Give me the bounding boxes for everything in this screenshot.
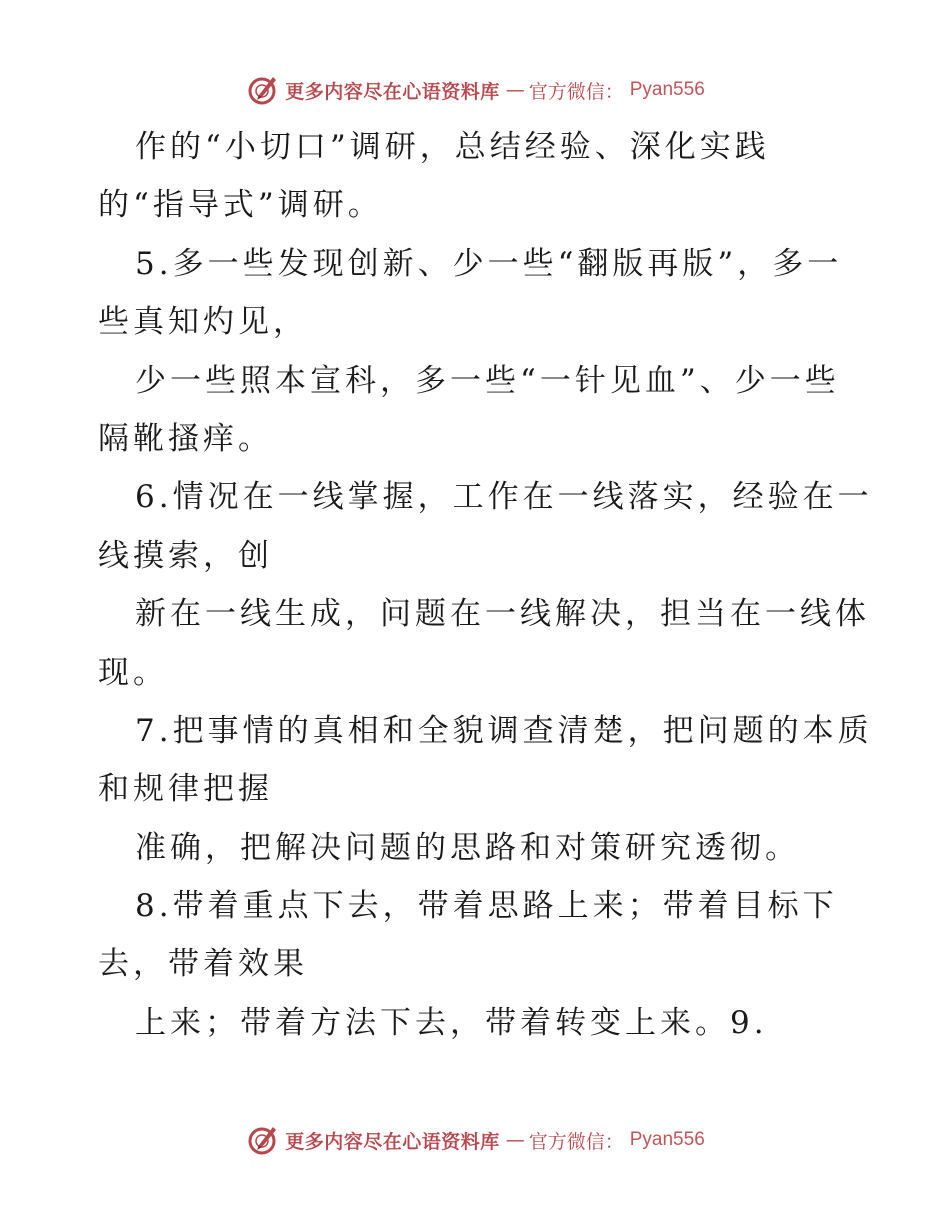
text-line-5: 少一些照本宣科，多一些“一针见血”、少一些 <box>135 362 840 399</box>
text-line-11: 7.把事情的真相和全貌调查清楚，把问题的本质 <box>135 712 873 749</box>
text-line-2: 的“指导式”调研。 <box>98 187 383 224</box>
text-line-8: 线摸索，创 <box>98 537 273 574</box>
text-line-4: 些真知灼见， <box>98 304 308 341</box>
watermark-official-label: 官方微信： <box>528 80 624 103</box>
text-line-13: 准确，把解决问题的思路和对策研究透彻。 <box>135 829 800 866</box>
text-line-9: 新在一线生成，问题在一线解决，担当在一线体 <box>135 596 870 633</box>
text-line-12: 和规律把握 <box>98 771 273 808</box>
watermark-brand-text: 更多内容尽在心语资料库 <box>285 80 500 103</box>
footer-watermark <box>0 1122 950 1158</box>
watermark-official-label: 官方微信： <box>528 1130 624 1153</box>
header-watermark <box>0 72 950 108</box>
watermark-dash: — <box>505 79 523 101</box>
watermark-wechat-id: Pyan556 <box>629 1129 705 1150</box>
text-line-10: 现。 <box>98 654 168 691</box>
watermark-dash: — <box>505 1129 523 1151</box>
text-line-6: 隔靴搔痒。 <box>98 420 273 457</box>
text-line-1: 作的“小切口”调研，总结经验、深化实践 <box>135 129 770 165</box>
text-line-7: 6.情况在一线掌握，工作在一线落实，经验在一 <box>135 479 873 516</box>
watermark-brand-text: 更多内容尽在心语资料库 <box>285 1130 500 1153</box>
quill-pen-logo-icon <box>245 73 279 107</box>
document-body <box>98 118 873 1052</box>
text-line-14: 8.带着重点下去，带着思路上来；带着目标下 <box>135 888 838 925</box>
text-line-16: 上来；带着方法下去，带着转变上来。9. <box>135 1004 768 1041</box>
text-line-15: 去，带着效果 <box>98 946 308 983</box>
text-line-3: 5.多一些发现创新、少一些“翻版再版”，多一 <box>135 245 843 282</box>
quill-pen-logo-icon <box>245 1123 279 1157</box>
watermark-wechat-id: Pyan556 <box>629 79 705 100</box>
